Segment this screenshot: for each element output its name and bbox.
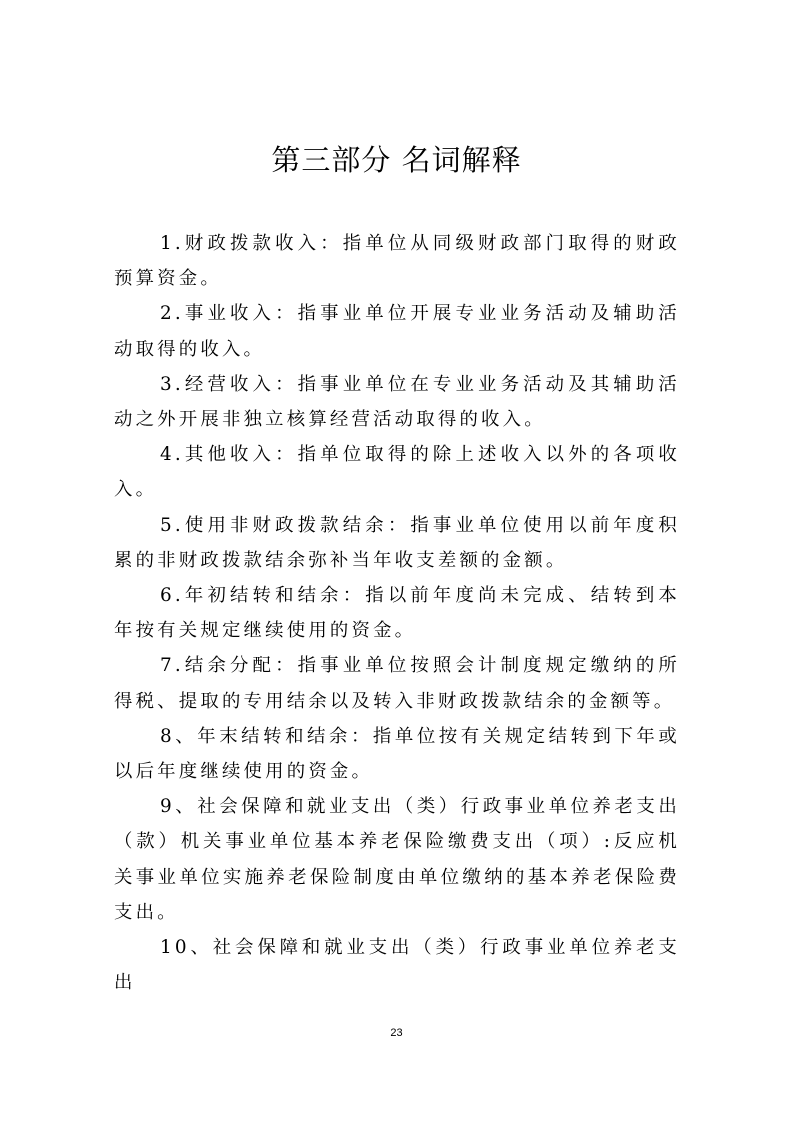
paragraph-8: 8、年末结转和结余：指单位按有关规定结转到下年或以后年度继续使用的资金。 — [114, 725, 680, 783]
paragraph-10: 10、社会保障和就业支出（类）行政事业单位养老支出 — [114, 937, 680, 994]
paragraph-5: 5.使用非财政拨款结余：指事业单位使用以前年度积累的非财政拨款结余弥补当年收支差额的金额。 — [114, 514, 680, 571]
paragraph-7: 7.结余分配：指事业单位按照会计制度规定缴纳的所得税、提取的专用结余以及转入非财政拨款结余的金额等。 — [114, 655, 680, 712]
paragraph-2: 2.事业收入：指事业单位开展专业业务活动及辅助活动取得的收入。 — [114, 303, 680, 360]
paragraph-6: 6.年初结转和结余：指以前年度尚未完成、结转到本年按有关规定继续使用的资金。 — [114, 585, 680, 642]
paragraph-9: 9、社会保障和就业支出（类）行政事业单位养老支出（款）机关事业单位基本养老保险缴费支出（项）:反应机关事业单位实施养老保险制度由单位缴纳的基本养老保险费支出。 — [114, 796, 680, 923]
paragraph-3: 3.经营收入：指事业单位在专业业务活动及其辅助活动之外开展非独立核算经营活动取得的收入。 — [114, 373, 680, 431]
paragraph-4: 4.其他收入：指单位取得的除上述收入以外的各项收入。 — [114, 444, 680, 501]
paragraph-1: 1.财政拨款收入：指单位从同级财政部门取得的财政预算资金。 — [114, 233, 680, 290]
page-title: 第三部分 名词解释 — [271, 143, 522, 177]
document-body — [114, 226, 680, 1000]
page-number: 23 — [390, 1027, 403, 1039]
